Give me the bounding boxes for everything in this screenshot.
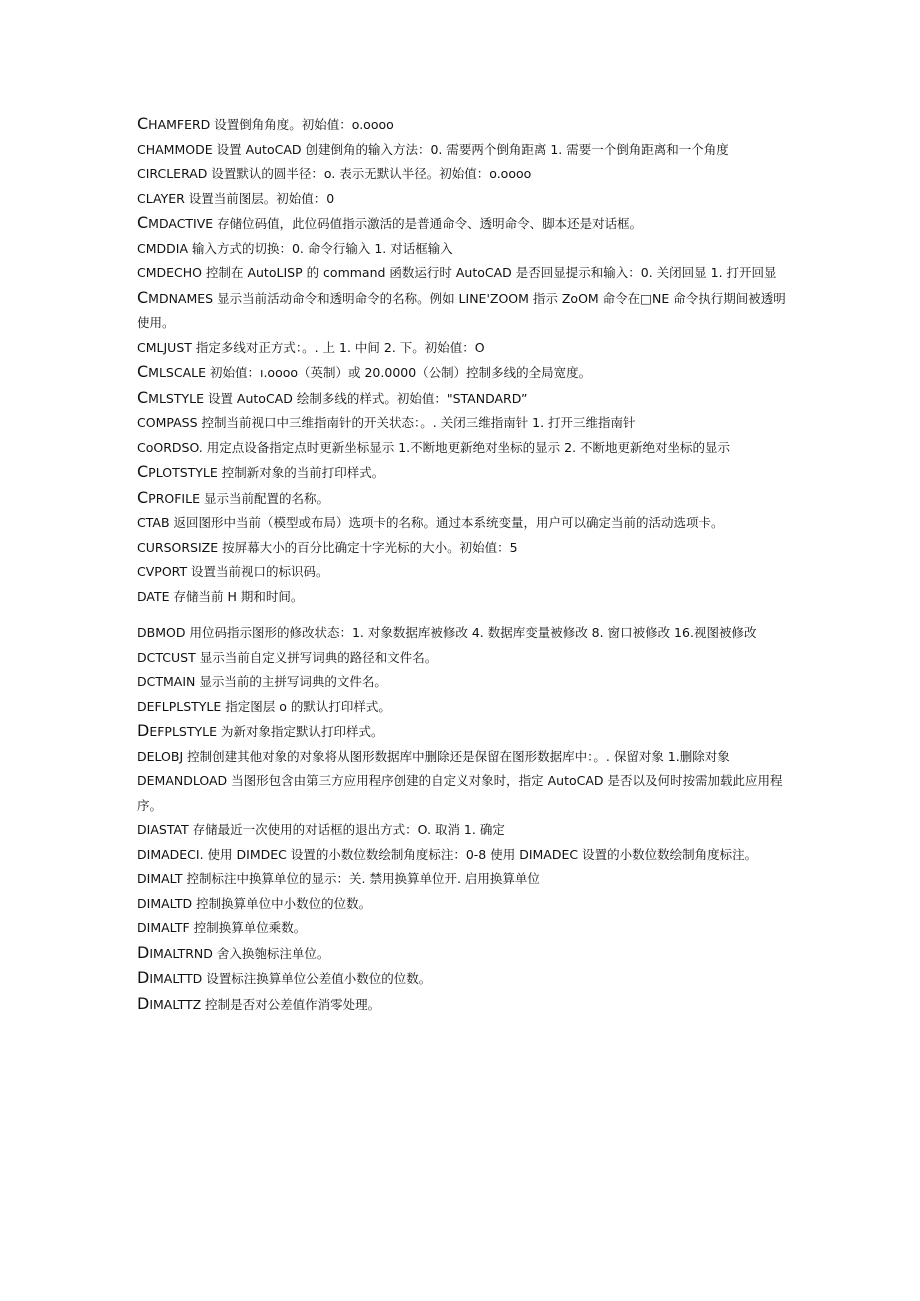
- entry-initial: C: [137, 564, 146, 579]
- entry-initial: C: [137, 190, 146, 206]
- entry-text: HAMMODE 设置 AutoCAD 创建倒角的输入方法：0. 需要两个倒角距离 1. 需要一个倒角距离和一个角度: [145, 141, 729, 157]
- entry-text: OMPASS 控制当前视口中三维指南针的开关状态：。. 关闭三维指南针 1. 打开三维指南针: [145, 415, 636, 430]
- variable-entry: [137, 719, 787, 745]
- variable-entry: [137, 916, 787, 941]
- entry-initial: D: [137, 846, 147, 862]
- entry-text: PROFILE 显示当前配置的名称。: [148, 490, 329, 506]
- variable-entry: [137, 460, 787, 486]
- variable-entry: [137, 536, 787, 561]
- entry-text: IMALTRND 舍入换匏标注单位。: [149, 945, 330, 961]
- variable-entry: [137, 818, 787, 843]
- variable-entry: [137, 261, 787, 286]
- variable-entry: [137, 336, 787, 361]
- entry-text: IRCLERAD 设置默认的圆半径：o. 表示无默认半径。初始值：o.oooo: [145, 166, 532, 181]
- entry-initial: C: [137, 362, 149, 381]
- entry-initial: C: [137, 114, 149, 133]
- entry-initial: D: [137, 895, 147, 911]
- entry-initial: D: [137, 649, 147, 665]
- entry-text: MLSTYLE 设置 AutoCAD 绘制多线的样式。初始值："STANDARD”: [148, 390, 528, 406]
- variable-entry: [137, 436, 787, 461]
- entry-initial: D: [137, 920, 147, 935]
- entry-initial: D: [137, 674, 147, 689]
- entry-initial: C: [137, 287, 149, 307]
- entry-text: CTCUST 显示当前自定义拼写词典的路径和文件名。: [146, 649, 438, 665]
- entry-initial: C: [137, 515, 146, 530]
- entry-text: LAYER 设置当前图层。初始值：0: [145, 190, 335, 206]
- variable-entry: [137, 511, 787, 536]
- entry-initial: D: [137, 822, 147, 837]
- entry-initial: C: [137, 213, 149, 232]
- variable-entry: [137, 966, 787, 992]
- entry-text: MDECHO 控制在 AutoLISP 的 command 函数运行时 AutoCAD 是否回显提示和输入：0. 关闭回显 1. 打开回显: [145, 265, 777, 280]
- entry-initial: D: [137, 993, 150, 1013]
- variable-entry: [137, 621, 787, 646]
- entry-initial: C: [137, 415, 146, 430]
- entry-text: VPORT 设置当前视口的标识码。: [145, 564, 329, 579]
- variable-entry: [137, 695, 787, 720]
- entry-initial: C: [137, 462, 149, 481]
- variable-entry: [137, 843, 787, 868]
- variable-entry: [137, 646, 787, 671]
- variable-entry: [137, 112, 787, 138]
- entry-text: IMALTTD 设置标注换算单位公差值小数位的位数。: [149, 971, 432, 986]
- entry-text: MDNAMES 显示当前活动命令和透明命令的名称。例如 LINE'ZOOM 指示 ZoOM 命令在□NE 命令执行期间被透明使用。: [137, 290, 786, 330]
- variable-entry: [137, 892, 787, 917]
- variable-entry: [137, 162, 787, 187]
- entry-initial: D: [137, 625, 147, 640]
- variable-entry: [137, 867, 787, 892]
- entry-text: ELOBJ 控制创建其他对象的对象将从图形数据库中删除还是保留在图形数据库中：。. 保留对象 1.删除对象: [146, 748, 730, 764]
- variable-entry: [137, 941, 787, 967]
- entry-initial: C: [137, 387, 149, 407]
- entry-text: HAMFERD 设置倒角角度。初始值：o.oooo: [148, 117, 394, 132]
- entry-text: MDACTIVE 存储位码值，此位码值指示激活的是普通命令、透明命令、脚本还是对话框。: [148, 216, 643, 231]
- entry-initial: C: [137, 166, 146, 181]
- entry-text: URSORSIZE 按屏幕大小的百分比确定十字光标的大小。初始值：5: [145, 539, 518, 555]
- variable-entry: [137, 992, 787, 1018]
- entry-initial: D: [137, 968, 150, 987]
- variable-entry: [137, 769, 787, 818]
- entry-text: EFPLSTYLE 为新对象指定默认打印样式。: [149, 724, 384, 739]
- entry-initial: D: [137, 942, 150, 962]
- entry-text: oORDSO. 用定点设备指定点时更新坐标显示 1.不断地更新绝对坐标的显示 2. 不断地更新绝对坐标的显示: [145, 439, 731, 455]
- entry-text: PLOTSTYLE 控制新对象的当前打印样式。: [148, 465, 385, 480]
- entry-initial: D: [137, 773, 147, 788]
- entry-text: IMALTTZ 控制是否对公差值作消零处理。: [149, 996, 381, 1012]
- entry-text: BMOD 用位码指示图形的修改状态：1. 对象数据库被修改 4. 数据库变量被修改 8. 窗口被修改 16.视图被修改: [146, 625, 757, 640]
- variable-entry: [137, 585, 787, 610]
- entry-initial: C: [137, 265, 146, 280]
- entry-text: EFLPLSTYLE 指定图层 o 的默认打印样式。: [146, 698, 391, 714]
- variable-entry: [137, 411, 787, 436]
- entry-initial: D: [137, 748, 147, 764]
- entry-text: EMANDLOAD 当图形包含由第三方应用程序创建的自定义对象时，指定 AutoCAD 是否以及何时按需加载此应用程序。: [137, 773, 783, 813]
- entry-initial: C: [137, 240, 146, 256]
- variable-entry: [137, 386, 787, 412]
- entry-text: MLSCALE 初始值：ı.oooo（英制）或 20.0000（公制）控制多线的全局宽度。: [148, 365, 592, 380]
- entry-text: MDDIA 输入方式的切换：0. 命令行输入 1. 对话框输入: [145, 240, 453, 256]
- entry-initial: C: [137, 539, 146, 555]
- variable-entry: [137, 486, 787, 512]
- entry-text: ATE 存储当前 H 期和时间。: [146, 588, 304, 604]
- variable-entry: [137, 360, 787, 386]
- entry-text: IMALT 控制标注中换算单位的显示：关. 禁用换算单位开. 启用换算单位: [146, 871, 540, 886]
- document-page: [137, 112, 787, 1017]
- entry-text: CTMAIN 显示当前的主拼写词典的文件名。: [146, 674, 387, 689]
- entry-initial: D: [137, 871, 147, 886]
- entry-initial: C: [137, 487, 149, 507]
- entry-text: IMALTF 控制换算单位乘数。: [146, 920, 307, 935]
- variable-entry: [137, 237, 787, 262]
- entry-initial: D: [137, 721, 150, 740]
- entry-initial: C: [137, 439, 146, 455]
- entry-initial: C: [137, 339, 146, 355]
- variable-entry: [137, 745, 787, 770]
- variable-entry: [137, 211, 787, 237]
- entry-text: IMADECI. 使用 DIMDEC 设置的小数位数绘制角度标注：0-8 使用 DIMADEC 设置的小数位数绘制角度标注。: [146, 846, 758, 862]
- entry-text: TAB 返回图形中当前（模型或布局）选项卡的名称。通过本系统变量，用户可以确定当前的活动选项卡。: [145, 515, 724, 530]
- entry-text: MLJUST 指定多线对正方式：。. 上 1. 中间 2. 下。初始值：O: [145, 339, 485, 355]
- entry-initial: C: [137, 141, 146, 157]
- variable-entry: [137, 138, 787, 163]
- entry-text: IMALTD 控制换算单位中小数位的位数。: [146, 895, 372, 911]
- entry-initial: D: [137, 588, 147, 604]
- variable-entry: [137, 187, 787, 212]
- variable-entry: [137, 670, 787, 695]
- variable-entry: [137, 286, 787, 336]
- entry-text: IASTAT 存储最近一次使用的对话框的退出方式：O. 取消 1. 确定: [146, 822, 505, 837]
- variable-entry: [137, 560, 787, 585]
- entry-initial: D: [137, 698, 147, 714]
